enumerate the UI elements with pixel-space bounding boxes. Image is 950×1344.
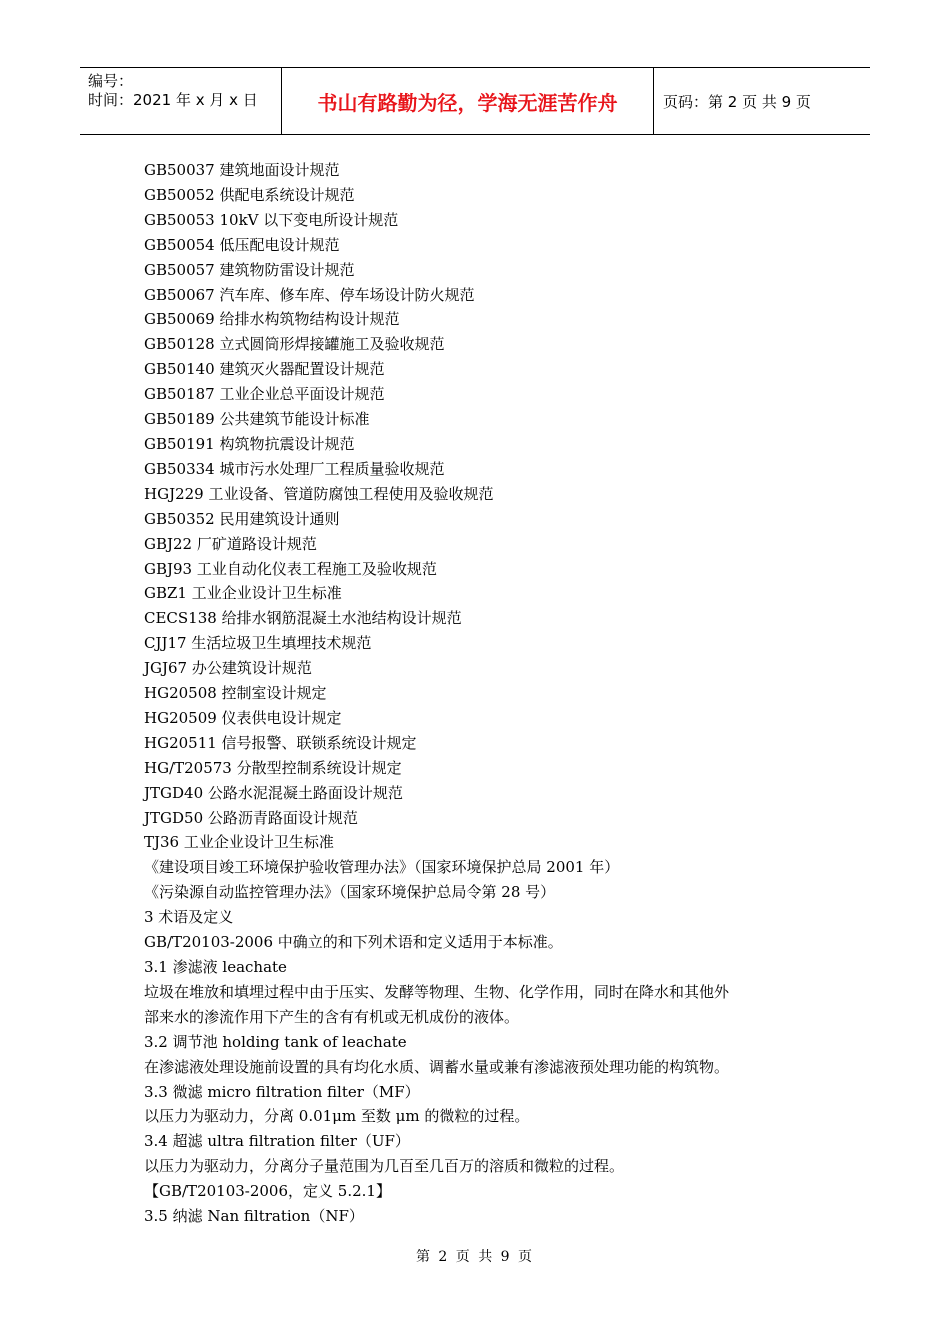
- text-line: HG/T20573 分散型控制系统设计规定: [144, 758, 402, 777]
- text-line: GB50187 工业企业总平面设计规范: [144, 385, 385, 404]
- text-line: GBJ22 厂矿道路设计规范: [144, 534, 317, 553]
- text-line: HGJ229 工业设备、管道防腐蚀工程使用及验收规范: [144, 484, 494, 503]
- text-line: GB50140 建筑灭火器配置设计规范: [144, 360, 385, 379]
- text-line: GB50054 低压配电设计规范: [144, 235, 340, 254]
- text-line: GB50189 公共建筑节能设计标准: [144, 410, 370, 429]
- header-meta: [80, 68, 282, 134]
- motto-text: 书山有路勤为径，学海无涯苦作舟: [317, 90, 618, 115]
- text-line: 垃圾在堆放和填埋过程中由于压实、发酵等物理、生物、化学作用，同时在降水和其他外: [144, 982, 730, 1001]
- document-number-label: 编号：: [88, 72, 134, 90]
- text-line: GB50057 建筑物防雷设计规范: [144, 260, 355, 279]
- document-body: [144, 158, 834, 1229]
- page-footer: [0, 1246, 950, 1266]
- header-page-info: [654, 68, 870, 134]
- text-line: GB50069 给排水构筑物结构设计规范: [144, 310, 400, 329]
- text-line: GB50128 立式圆筒形焊接罐施工及验收规范: [144, 335, 445, 354]
- text-line: 以压力为驱动力，分离分子量范围为几百至几百万的溶质和微粒的过程。: [144, 1157, 625, 1176]
- text-line: GB/T20103-2006 中确立的和下列术语和定义适用于本标准。: [144, 933, 563, 952]
- term-heading: 3.5 纳滤 Nan filtration（NF）: [144, 1207, 364, 1226]
- text-line: GBZ1 工业企业设计卫生标准: [144, 584, 342, 603]
- section-heading: 3 术语及定义: [144, 908, 234, 927]
- text-line: HG20509 仪表供电设计规定: [144, 708, 342, 727]
- text-line: GB50037 建筑地面设计规范: [144, 161, 340, 179]
- term-heading: 3.3 微滤 micro filtration filter（MF）: [144, 1082, 420, 1101]
- text-line: GB50052 供配电系统设计规范: [144, 185, 355, 204]
- reference-line: 【GB/T20103-2006，定义 5.2.1】: [144, 1182, 391, 1201]
- text-line: 《污染源自动监控管理办法》（国家环境保护总局令第 28 号）: [144, 883, 556, 902]
- header-motto: [282, 68, 654, 134]
- text-line: CJJ17 生活垃圾卫生填埋技术规范: [144, 634, 372, 653]
- text-line: 部来水的渗流作用下产生的含有有机或无机成份的液体。: [144, 1007, 520, 1026]
- text-line: HG20511 信号报警、联锁系统设计规定: [144, 733, 417, 752]
- text-line: JTGD40 公路水泥混凝土路面设计规范: [144, 783, 403, 802]
- term-heading: 3.1 渗滤液 leachate: [144, 958, 287, 976]
- text-line: 《建设项目竣工环境保护验收管理办法》（国家环境保护总局 2001 年）: [144, 858, 620, 877]
- text-line: GB50067 汽车库、修车库、停车场设计防火规范: [144, 285, 475, 304]
- document-time-label: 时间：2021 年 x 月 x 日: [88, 91, 258, 109]
- text-line: JTGD50 公路沥青路面设计规范: [144, 808, 358, 827]
- page-header: [80, 67, 870, 135]
- text-line: TJ36 工业企业设计卫生标准: [144, 833, 334, 852]
- text-line: GB50352 民用建筑设计通则: [144, 509, 340, 528]
- text-line: GB50053 10kV 以下变电所设计规范: [144, 210, 399, 229]
- text-line: HG20508 控制室设计规定: [144, 684, 327, 703]
- text-line: 在渗滤液处理设施前设置的具有均化水质、调蓄水量或兼有渗滤液预处理功能的构筑物。: [144, 1057, 730, 1076]
- text-line: JGJ67 办公建筑设计规范: [144, 659, 312, 678]
- footer-page-number: 第 2 页 共 9 页: [415, 1249, 535, 1265]
- text-line: 以压力为驱动力，分离 0.01μm 至数 μm 的微粒的过程。: [144, 1107, 530, 1126]
- term-heading: 3.2 调节池 holding tank of leachate: [144, 1032, 407, 1051]
- text-line: GB50334 城市污水处理厂工程质量验收规范: [144, 459, 445, 478]
- term-heading: 3.4 超滤 ultra filtration filter（UF）: [144, 1132, 410, 1151]
- text-line: GB50191 构筑物抗震设计规范: [144, 434, 355, 453]
- page-info-text: 页码：第 2 页 共 9 页: [663, 92, 811, 111]
- text-line: CECS138 给排水钢筋混凝土水池结构设计规范: [144, 609, 462, 628]
- text-line: GBJ93 工业自动化仪表工程施工及验收规范: [144, 559, 437, 578]
